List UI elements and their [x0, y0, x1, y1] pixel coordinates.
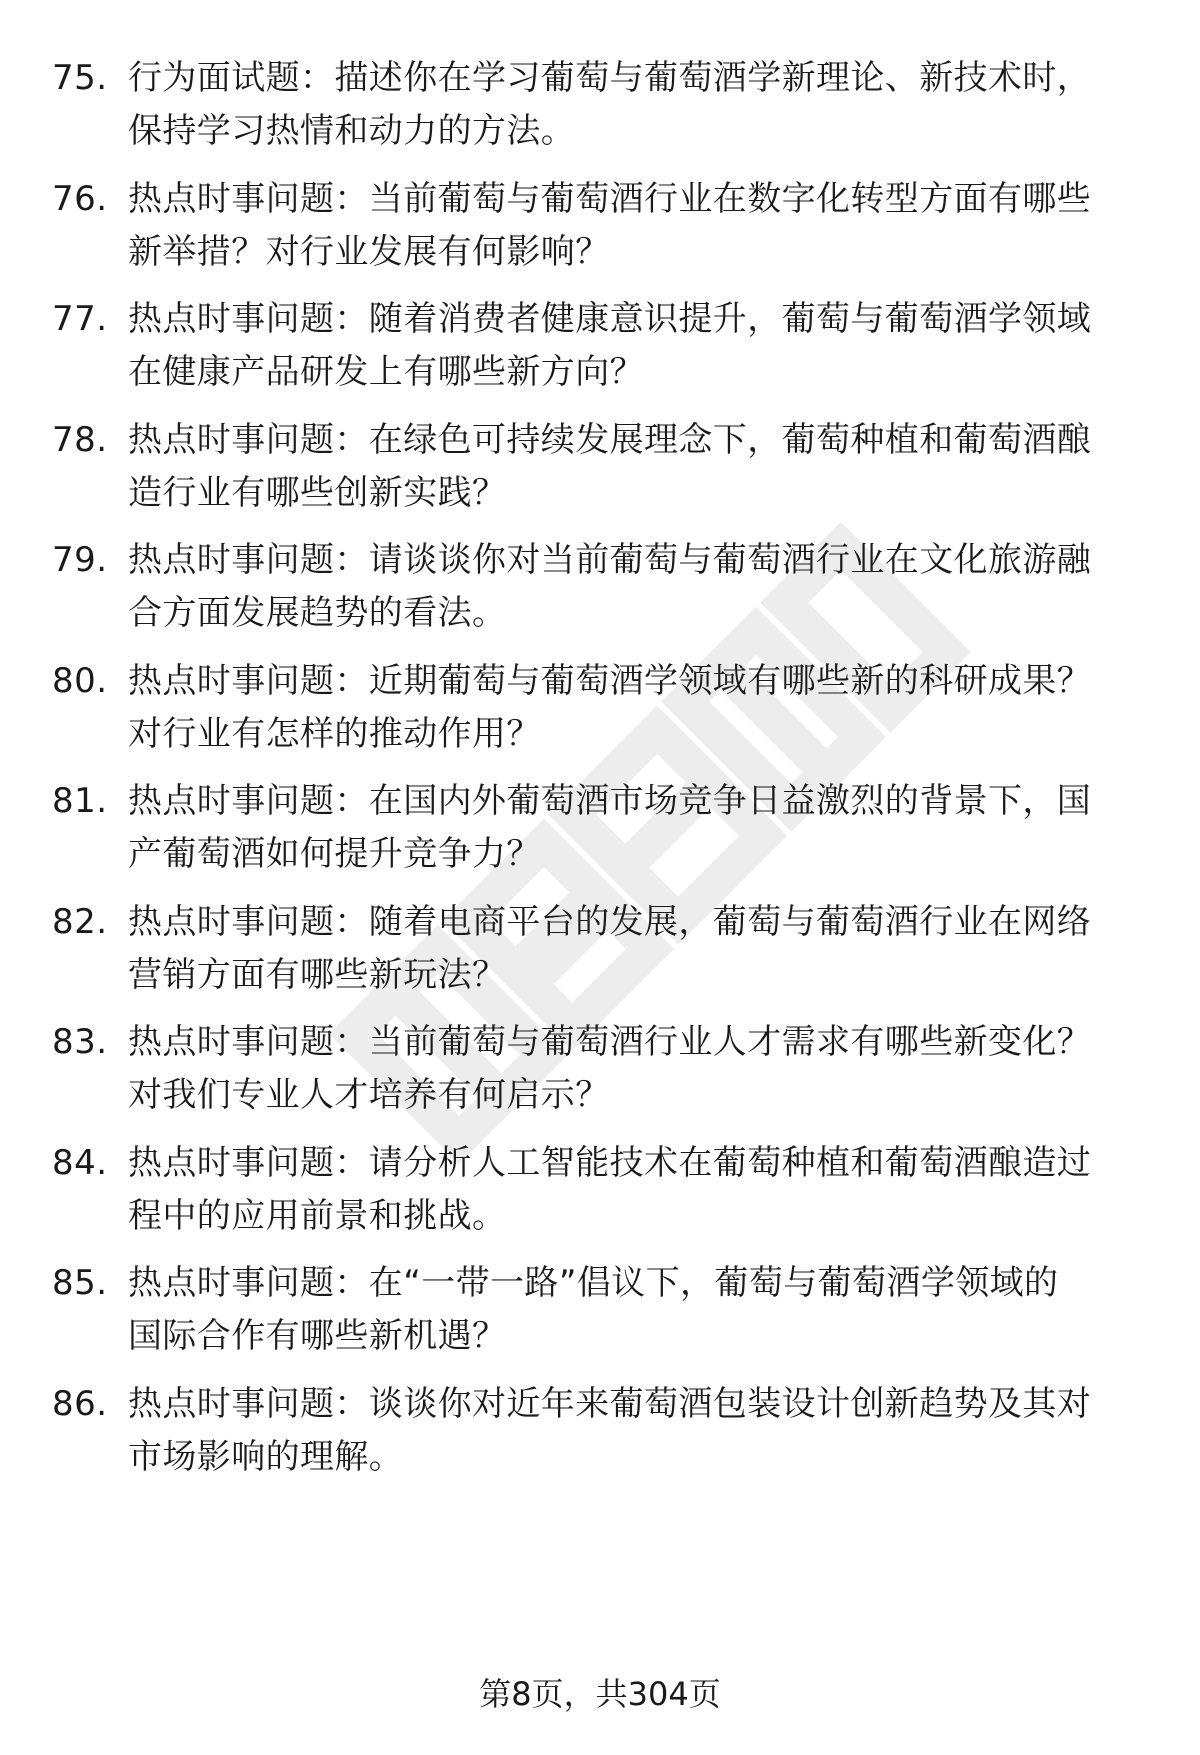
question-number: 82. — [52, 902, 108, 942]
question-text-line: 热点时事问题：请谈谈你对当前葡萄与葡萄酒行业在文化旅游融 — [128, 540, 1092, 580]
question-text-line: 热点时事问题：在国内外葡萄酒市场竞争日益激烈的背景下，国 — [128, 781, 1092, 821]
question-text — [128, 655, 1198, 761]
question-text — [128, 293, 1198, 399]
question-number: 81. — [52, 781, 108, 821]
question-text-line: 合方面发展趋势的看法。 — [128, 593, 507, 633]
question-text-line: 新举措？对行业发展有何影响？ — [128, 232, 610, 272]
question-text-line: 保持学习热情和动力的方法。 — [128, 111, 576, 151]
question-text — [128, 534, 1198, 640]
question-number: 83. — [52, 1022, 108, 1062]
question-number: 86. — [52, 1384, 108, 1424]
question-text-line: 营销方面有哪些新玩法？ — [128, 955, 507, 995]
question-text — [128, 896, 1198, 1002]
question-text-line: 市场影响的理解。 — [128, 1437, 404, 1477]
question-text-line: 热点时事问题：随着消费者健康意识提升，葡萄与葡萄酒学领域 — [128, 299, 1092, 339]
question-number: 75. — [52, 58, 108, 98]
question-text-line: 热点时事问题：当前葡萄与葡萄酒行业人才需求有哪些新变化？ — [128, 1022, 1092, 1062]
question-text — [128, 1137, 1198, 1243]
question-text-line: 热点时事问题：请分析人工智能技术在葡萄种植和葡萄酒酿造过 — [128, 1143, 1092, 1183]
question-text-line: 国际合作有哪些新机遇？ — [128, 1316, 507, 1356]
question-number: 78. — [52, 420, 108, 460]
question-text-line: 对我们专业人才培养有何启示？ — [128, 1075, 610, 1115]
question-text-line: 热点时事问题：在绿色可持续发展理念下，葡萄种植和葡萄酒酿 — [128, 420, 1092, 460]
question-text — [128, 1016, 1198, 1122]
question-text-line: 行为面试题：描述你在学习葡萄与葡萄酒学新理论、新技术时， — [128, 58, 1092, 98]
question-text — [128, 775, 1198, 881]
question-number: 76. — [52, 179, 108, 219]
question-text — [128, 173, 1198, 279]
question-text-line: 热点时事问题：在“一带一路”倡议下，葡萄与葡萄酒学领域的 — [128, 1263, 1059, 1303]
question-text-line: 热点时事问题：近期葡萄与葡萄酒学领域有哪些新的科研成果？ — [128, 661, 1092, 701]
question-text — [128, 414, 1198, 520]
question-text-line: 热点时事问题：随着电商平台的发展，葡萄与葡萄酒行业在网络 — [128, 902, 1092, 942]
question-text-line: 程中的应用前景和挑战。 — [128, 1196, 507, 1236]
question-number: 79. — [52, 540, 108, 580]
question-text — [128, 1378, 1198, 1484]
question-text-line: 对行业有怎样的推动作用？ — [128, 714, 541, 754]
question-text-line: 产葡萄酒如何提升竞争力？ — [128, 834, 541, 874]
question-text-line: 热点时事问题：当前葡萄与葡萄酒行业在数字化转型方面有哪些 — [128, 179, 1092, 219]
question-text — [128, 1257, 1198, 1363]
page-number-footer: 第8页，共304页 — [479, 1675, 721, 1713]
question-text-line: 热点时事问题：谈谈你对近年来葡萄酒包装设计创新趋势及其对 — [128, 1384, 1092, 1424]
question-number: 80. — [52, 661, 108, 701]
question-text-line: 在健康产品研发上有哪些新方向？ — [128, 352, 644, 392]
question-number: 85. — [52, 1263, 108, 1303]
question-number: 84. — [52, 1143, 108, 1183]
question-text — [128, 52, 1198, 158]
question-text-line: 造行业有哪些创新实践？ — [128, 473, 507, 513]
question-number: 77. — [52, 299, 108, 339]
